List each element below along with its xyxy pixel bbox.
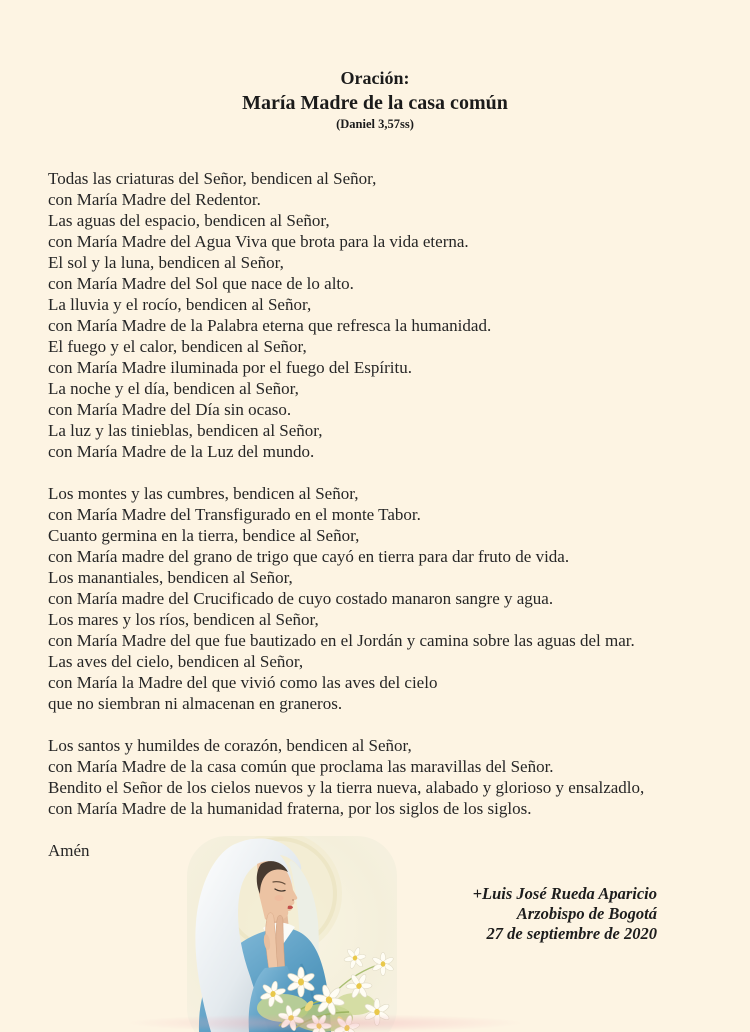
poem-line: La lluvia y el rocío, bendicen al Señor, — [48, 295, 312, 314]
poem-line: Las aguas del espacio, bendicen al Señor, — [48, 211, 330, 230]
stanza-2 — [48, 483, 708, 714]
poem-line: El fuego y el calor, bendicen al Señor, — [48, 337, 307, 356]
scripture-reference: (Daniel 3,57ss) — [336, 117, 414, 131]
virgin-mary-icon — [183, 836, 401, 1032]
prayer-header — [0, 66, 750, 133]
signature-role: Arzobispo de Bogotá — [516, 904, 657, 923]
poem-line: con María Madre del que fue bautizado en el Jordán y camina sobre las aguas del mar. — [48, 631, 635, 650]
poem-line: con María Madre del Día sin ocaso. — [48, 400, 292, 419]
signature-name: +Luis José Rueda Aparicio — [472, 884, 657, 903]
poem-line: con María Madre del Agua Viva que brota para la vida eterna. — [48, 232, 469, 251]
poem-line: con María Madre de la humanidad fraterna, por los siglos de los siglos. — [48, 799, 532, 818]
poem-line: con María Madre de la Luz del mundo. — [48, 442, 315, 461]
prayer-body — [48, 168, 708, 861]
poem-line: con María Madre de la casa común que proclama las maravillas del Señor. — [48, 757, 554, 776]
poem-line: Cuanto germina en la tierra, bendice al Señor, — [48, 526, 360, 545]
poem-line: Los montes y las cumbres, bendicen al Señor, — [48, 484, 359, 503]
poem-line: El sol y la luna, bendicen al Señor, — [48, 253, 284, 272]
poem-line: con María Madre del Sol que nace de lo alto. — [48, 274, 354, 293]
poem-line: con María madre del grano de trigo que cayó en tierra para dar fruto de vida. — [48, 547, 570, 566]
virgin-mary-illustration — [183, 836, 401, 1032]
poem-line: Las aves del cielo, bendicen al Señor, — [48, 652, 304, 671]
poem-line: con María madre del Crucificado de cuyo costado manaron sangre y agua. — [48, 589, 554, 608]
poem-line: Bendito el Señor de los cielos nuevos y la tierra nueva, alabado y glorioso y ensalzadlo, — [48, 778, 645, 797]
prayer-kicker: Oración: — [340, 68, 410, 88]
poem-line: con María Madre del Transfigurado en el monte Tabor. — [48, 505, 421, 524]
poem-line: Los manantiales, bendicen al Señor, — [48, 568, 293, 587]
poem-line: con María la Madre del que vivió como las aves del cielo — [48, 673, 438, 692]
poem-line: con María Madre del Redentor. — [48, 190, 261, 209]
poem-line: con María Madre iluminada por el fuego del Espíritu. — [48, 358, 412, 377]
poem-line: que no siembran ni almacenan en graneros. — [48, 694, 343, 713]
poem-line: Todas las criaturas del Señor, bendicen al Señor, — [48, 169, 377, 188]
poem-line: Los santos y humildes de corazón, bendicen al Señor, — [48, 736, 412, 755]
signature-block — [397, 884, 657, 944]
stanza-3 — [48, 735, 708, 819]
poem-line: con María Madre de la Palabra eterna que refresca la humanidad. — [48, 316, 492, 335]
amen-text: Amén — [48, 841, 90, 860]
poem-line: La luz y las tinieblas, bendicen al Señor, — [48, 421, 323, 440]
prayer-title: María Madre de la casa común — [242, 92, 508, 114]
stanza-1 — [48, 168, 708, 462]
signature-date: 27 de septiembre de 2020 — [486, 924, 657, 943]
poem-line: La noche y el día, bendicen al Señor, — [48, 379, 299, 398]
poem-line: Los mares y los ríos, bendicen al Señor, — [48, 610, 319, 629]
